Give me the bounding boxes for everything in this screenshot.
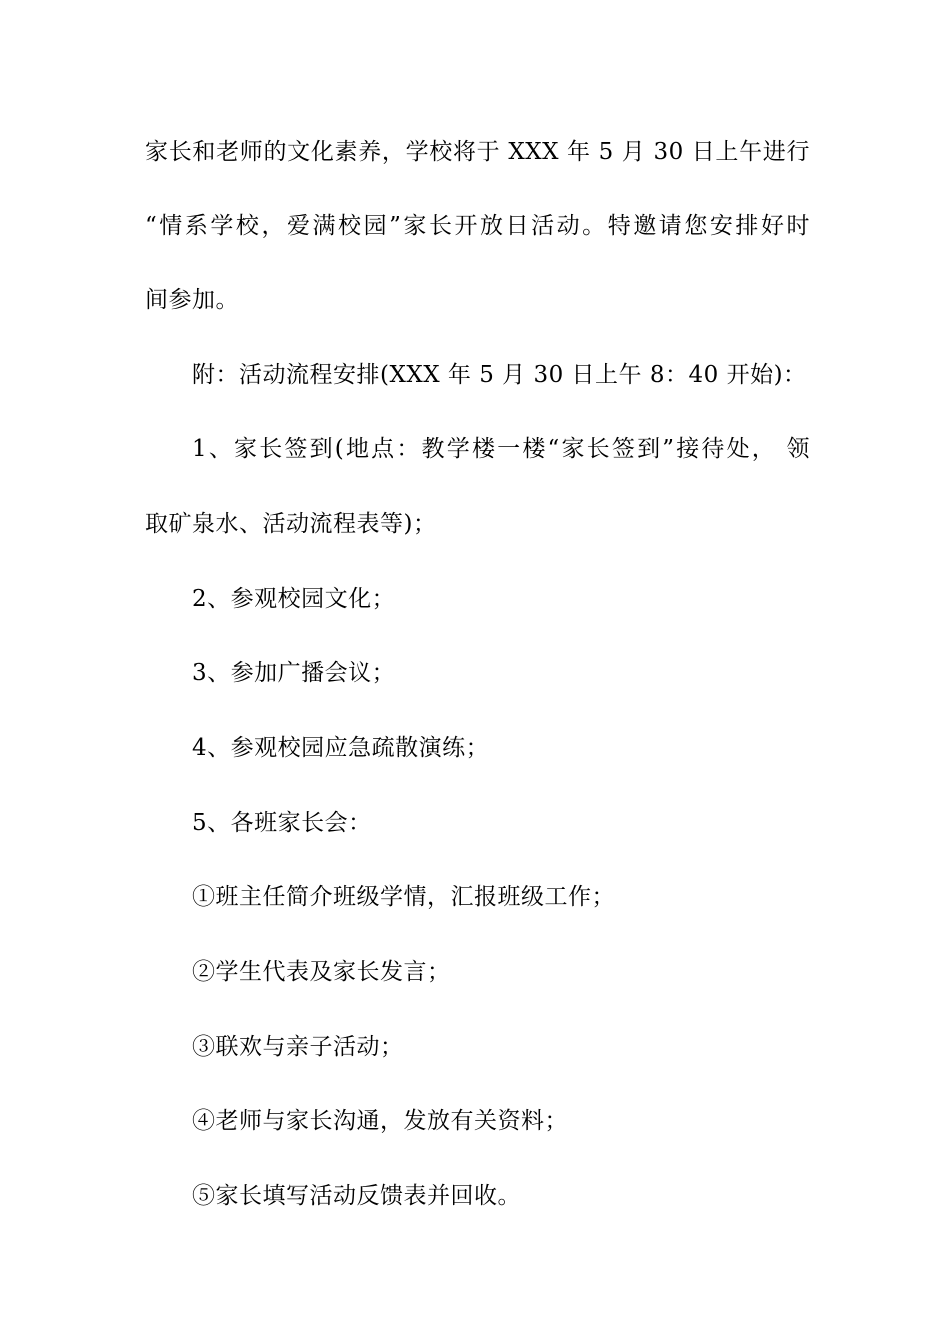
subitem-4: ④老师与家长沟通，发放有关资料；: [192, 1108, 568, 1134]
item-1-line-1: 1、家长签到(地点：教学楼一楼“家长签到”接待处， 领: [192, 436, 810, 462]
item-5: 5、各班家长会：: [192, 810, 372, 836]
item-4: 4、参观校园应急疏散演练；: [192, 735, 490, 761]
item-3: 3、参加广播会议；: [192, 660, 396, 686]
item-1-line-2: 取矿泉水、活动流程表等)；: [145, 511, 437, 537]
intro-line-1: 家长和老师的文化素养，学校将于 XXX 年 5 月 30 日上午进行: [145, 139, 810, 165]
subitem-1: ①班主任简介班级学情，汇报班级工作；: [192, 884, 615, 910]
intro-line-3: 间参加。: [145, 287, 239, 313]
subitem-5: ⑤家长填写活动反馈表并回收。: [192, 1183, 521, 1209]
intro-line-2: “情系学校，爱满校园”家长开放日活动。特邀请您安排好时: [145, 213, 810, 239]
subitem-2: ②学生代表及家长发言；: [192, 959, 451, 985]
item-2: 2、参观校园文化；: [192, 586, 396, 612]
schedule-heading: 附：活动流程安排(XXX 年 5 月 30 日上午 8：40 开始)：: [192, 362, 807, 388]
subitem-3: ③联欢与亲子活动；: [192, 1034, 404, 1060]
